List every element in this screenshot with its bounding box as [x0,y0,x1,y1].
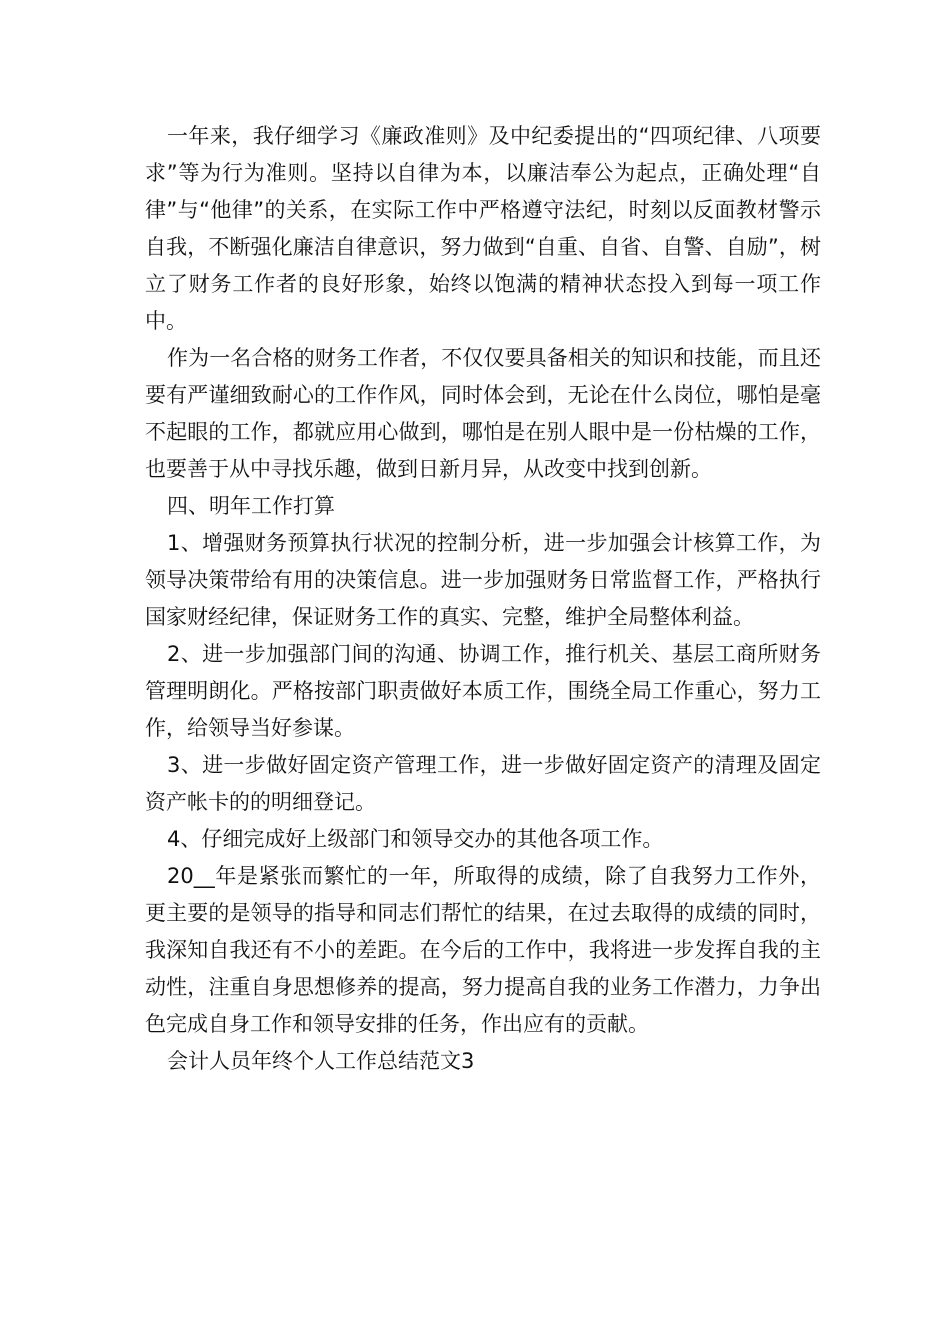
paragraph-conclusion: 20__年是紧张而繁忙的一年，所取得的成绩，除了自我努力工作外，更主要的是领导的指导和同志们帮忙的结果，在过去取得的成绩的同时，我深知自我还有不小的差距。在今后的工作中，我将进一步发挥自我的主动性，注重自身思想修养的提高，努力提高自我的业务工作潜力，力争出色完成自身工作和领导安排的任务，作出应有的贡献。 [145,864,821,1036]
paragraph-discipline: 一年来，我仔细学习《廉政准则》及中纪委提出的“四项纪律、八项要求”等为行为准则。坚持以自律为本，以廉洁奉公为起点，正确处理“自律”与“他律”的关系，在实际工作中严格遵守法纪，时刻以反面教材警示自我，不断强化廉洁自律意识，努力做到“自重、自省、自警、自励”，树立了财务工作者的良好形象，始终以饱满的精神状态投入到每一项工作中。 [145,124,821,333]
plan-item-1: 1、增强财务预算执行状况的控制分析，进一步加强会计核算工作，为领导决策带给有用的决策信息。进一步加强财务日常监督工作，严格执行国家财经纪律，保证财务工作的真实、完整，维护全局整体利益。 [145,531,821,629]
plan-item-3: 3、进一步做好固定资产管理工作，进一步做好固定资产的清理及固定资产帐卡的的明细登记。 [145,753,821,814]
document-body [145,118,821,1080]
paragraph-work-attitude: 作为一名合格的财务工作者，不仅仅要具备相关的知识和技能，而且还要有严谨细致耐心的工作作风，同时体会到，无论在什么岗位，哪怕是毫不起眼的工作，都就应用心做到，哪怕是在别人眼中是一份枯燥的工作，也要善于从中寻找乐趣，做到日新月异，从改变中找到创新。 [145,346,821,481]
plan-item-2: 2、进一步加强部门间的沟通、协调工作，推行机关、基层工商所财务管理明朗化。严格按部门职责做好本质工作，围绕全局工作重心，努力工作，给领导当好参谋。 [145,642,821,740]
plan-item-4: 4、仔细完成好上级部门和领导交办的其他各项工作。 [167,827,664,851]
next-article-title: 会计人员年终个人工作总结范文3 [167,1049,475,1073]
section-heading-next-year-plan: 四、明年工作打算 [167,494,335,518]
